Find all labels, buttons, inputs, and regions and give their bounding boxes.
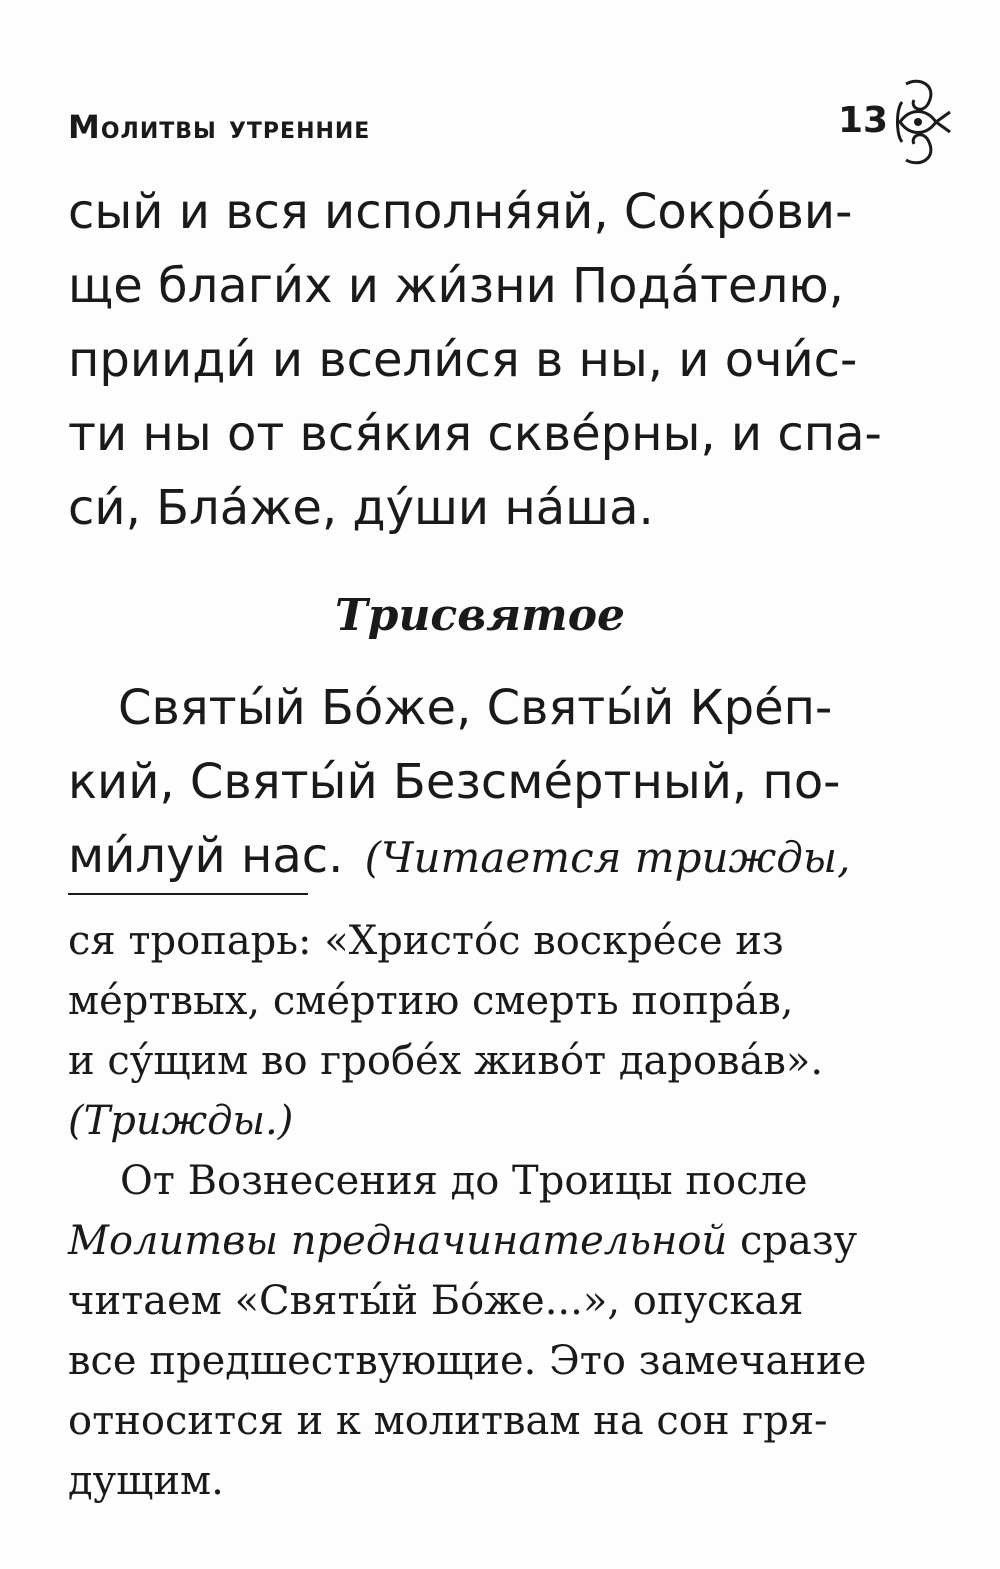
ornament-icon bbox=[892, 74, 954, 170]
footnote-line: ся тропарь: «Христо́с воскре́се из bbox=[68, 918, 784, 964]
footnote-line: ме́ртвых, сме́ртию смерть попра́в, bbox=[68, 978, 794, 1024]
text-line: си́, Бла́же, ду́ши на́ша. bbox=[68, 480, 654, 536]
running-header-title: Молитвы утренние bbox=[68, 108, 371, 146]
remark-line: От Вознесения до Троицы после bbox=[120, 1158, 808, 1204]
remark-line: все предшествующие. Это замечание bbox=[68, 1338, 867, 1384]
text-line: сый и вся исполня́яй, Сокро́ви- bbox=[68, 184, 853, 240]
text-line: ти ны от вся́кия скве́рны, и спа- bbox=[68, 406, 882, 462]
text-line: ще благи́х и жи́зни Пода́телю, bbox=[68, 258, 844, 314]
page-number: 13 bbox=[838, 100, 889, 141]
remark-line bbox=[68, 1218, 857, 1264]
prayer-ending: ми́луй нас. bbox=[68, 828, 344, 884]
text-line: кий, Святы́й Безсме́ртный, по- bbox=[68, 754, 841, 810]
footnote-note: (Трижды.) bbox=[68, 1098, 294, 1144]
remark-line: дущим. bbox=[68, 1458, 224, 1504]
text-line: прииди́ и всели́ся в ны, и очи́с- bbox=[68, 332, 858, 388]
reading-note: (Читается трижды, bbox=[364, 833, 851, 882]
footnote-line: и су́щим во гробе́х живо́т дарова́в». bbox=[68, 1038, 824, 1084]
remark-italic-term: Молитвы предначинательной bbox=[68, 1218, 728, 1264]
footnote-divider bbox=[68, 893, 308, 895]
remark-line: читаем «Святы́й Бо́же...», опуская bbox=[68, 1278, 804, 1324]
remark-line-rest: сразу bbox=[727, 1218, 858, 1264]
section-heading: Трисвятое bbox=[334, 590, 626, 641]
remark-line: относится и к молитвам на сон гря- bbox=[68, 1398, 828, 1444]
text-line bbox=[68, 828, 888, 884]
text-line: Святы́й Бо́же, Святы́й Кре́п- bbox=[118, 680, 833, 736]
